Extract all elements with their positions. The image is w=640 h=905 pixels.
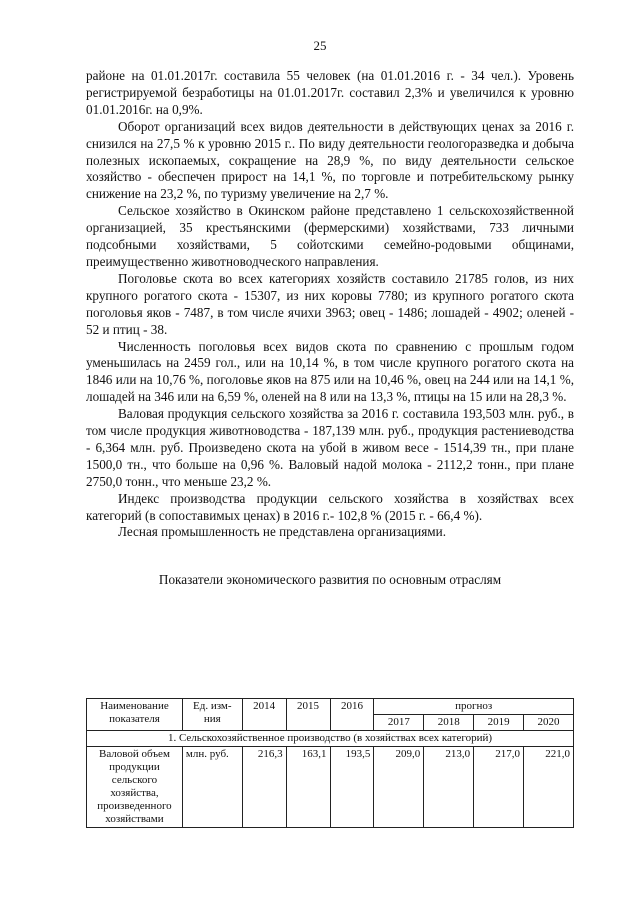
table-title: Показатели экономического развития по основным отраслям bbox=[158, 572, 502, 588]
row-value-2014: 216,3 bbox=[242, 747, 286, 828]
header-year-2019: 2019 bbox=[474, 715, 524, 731]
paragraph-turnover: Оборот организаций всех видов деятельности в действующих ценах за 2016 г. снизился на 27,5 % к уровню 2015 г.. По виду деятельности геологоразведка и добыча полезных ископаемых, сокращение на 28,9 %, по виду деятельности сельское хозяйство - обеспечен прирост на 14,1 %, по торговле и потребительскому рынку снижение на 23,2 %, по туризму увеличение на 2,7 %. bbox=[86, 118, 574, 202]
paragraph-forestry: Лесная промышленность не представлена организациями. bbox=[118, 524, 446, 540]
paragraph-livestock-change: Численность поголовья всех видов скота по сравнению с прошлым годом уменьшилась на 2459 гол., или на 10,14 %, в том числе крупного рогатого скота на 1846 или на 10,76 %, поголовье яков на 875 или на 10,46 %, овец на 244 или на 14,1 %, лошадей на 346 или на 6,59 %, оленей на 8 или на 13,3 %, птицы на 15 или на 28,3 %. bbox=[86, 338, 574, 405]
row-value-2018: 213,0 bbox=[424, 747, 474, 828]
table-section-row bbox=[87, 731, 574, 747]
header-year-2017: 2017 bbox=[374, 715, 424, 731]
section-agriculture: 1. Сельскохозяйственное производство (в хозяйствах всех категорий) bbox=[87, 731, 574, 747]
header-year-2018: 2018 bbox=[424, 715, 474, 731]
document-body bbox=[86, 68, 574, 588]
header-year-2014: 2014 bbox=[242, 699, 286, 731]
row-value-2020: 221,0 bbox=[524, 747, 574, 828]
row-value-2017: 209,0 bbox=[374, 747, 424, 828]
header-indicator-name: Наименование показателя bbox=[87, 699, 183, 731]
row-value-2015: 163,1 bbox=[286, 747, 330, 828]
paragraph-gross-output: Валовая продукция сельского хозяйства за 2016 г. составила 193,503 млн. руб., в том числе продукция животноводства - 187,139 млн. руб., продукция растениеводства - 6,364 млн. руб. Произведено скота на убой в живом весе - 1514,39 тн., при плане 1500,0 тн., что больше на 0,96 %. Валовый надой молока - 2112,2 тонн., при плане 2750,0 тонн., что меньше 23,2 %. bbox=[86, 406, 574, 489]
paragraph-agriculture-structure: Сельское хозяйство в Окинском районе представлено 1 сельскохозяйственной организацией, 35 крестьянскими (фермерскими) хозяйствами, 733 личными подсобными хозяйствами, 5 сойотскими семейно-родовыми общинами, преимущественно животноводческого направления. bbox=[86, 203, 574, 269]
row-indicator-name: Валовой объем продукции сельского хозяйства, произведенного хозяйствами bbox=[87, 747, 183, 828]
header-year-2015: 2015 bbox=[286, 699, 330, 731]
header-year-2020: 2020 bbox=[524, 715, 574, 731]
table-row bbox=[87, 747, 574, 828]
row-value-2019: 217,0 bbox=[474, 747, 524, 828]
paragraph-production-index: Индекс производства продукции сельского хозяйства в хозяйствах всех категорий (в сопоставимых ценах) в 2016 г.- 102,8 % (2015 г. - 66,4 %). bbox=[86, 490, 574, 523]
page-number: 25 bbox=[313, 38, 327, 53]
paragraph-livestock-count: Поголовье скота во всех категориях хозяйств составило 21785 голов, из них крупного рогатого скота - 15307, из них коровы 7780; из крупного рогатого скота поголовья яков - 7487, в том числе ячихи 3963; овец - 1486; лошадей - 4902; оленей - 52 и птиц - 38. bbox=[86, 270, 574, 337]
paragraph-unemployment: районе на 01.01.2017г. составила 55 человек (на 01.01.2016 г. - 34 чел.). Уровень регистрируемой безработицы на 01.01.2017г. составил 2,3% и увеличился к уровню 01.01.2016г. на 0,9%. bbox=[86, 68, 574, 117]
header-forecast: прогноз bbox=[374, 699, 574, 715]
row-unit: млн. руб. bbox=[182, 747, 242, 828]
table-header-row bbox=[87, 699, 574, 715]
row-value-2016: 193,5 bbox=[330, 747, 374, 828]
header-unit: Ед. изм-ния bbox=[182, 699, 242, 731]
header-year-2016: 2016 bbox=[330, 699, 374, 731]
indicators-table bbox=[86, 698, 574, 828]
